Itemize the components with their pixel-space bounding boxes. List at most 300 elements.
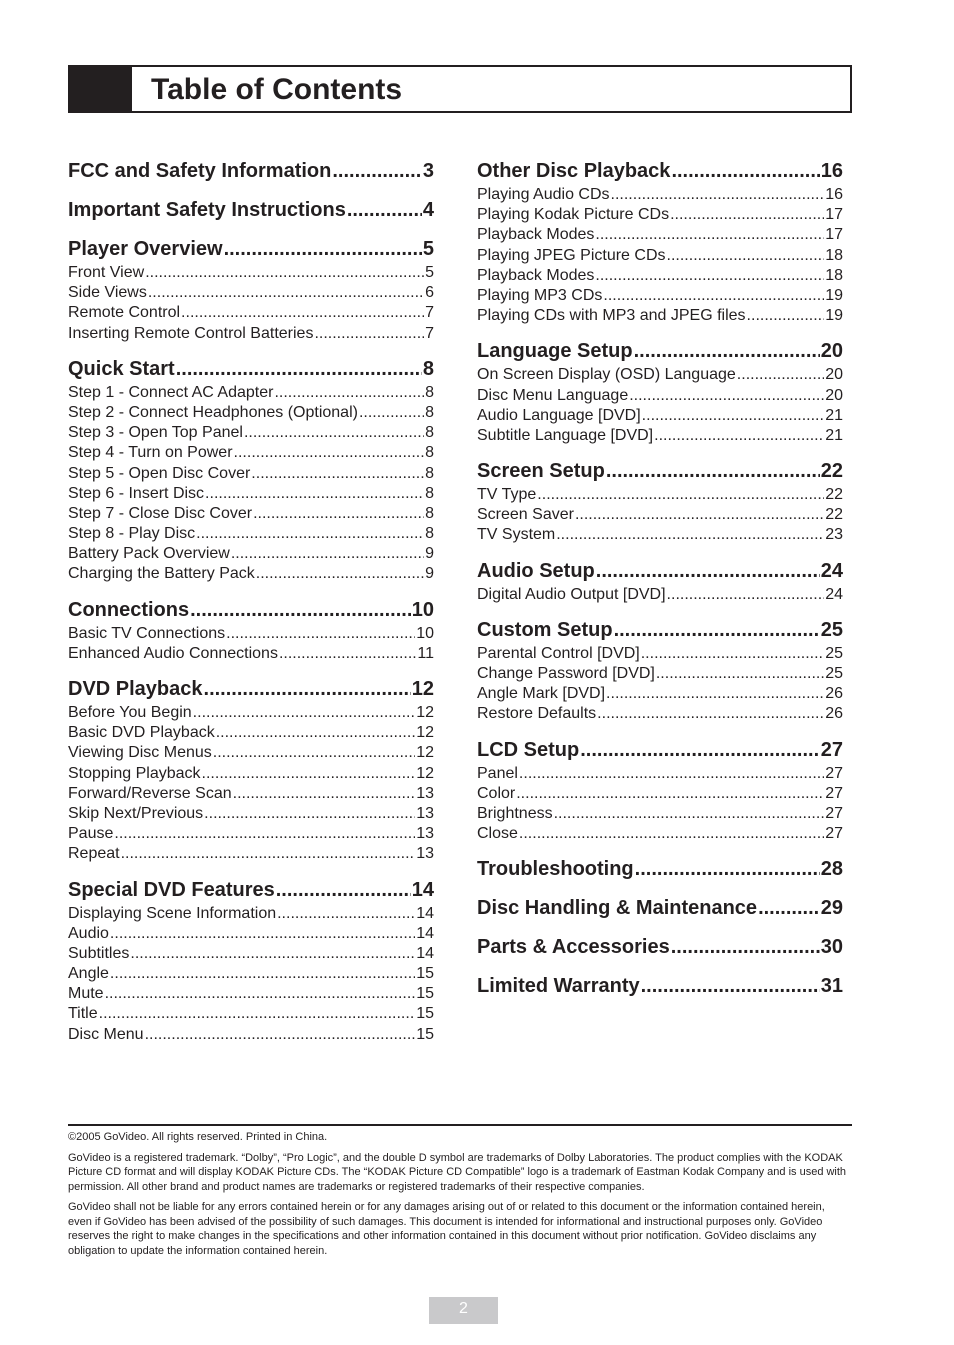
toc-heading-label: Custom Setup xyxy=(477,618,613,641)
toc-section xyxy=(68,597,434,664)
toc-entry-label: Digital Audio Output [DVD] xyxy=(477,585,666,603)
toc-entry-page: 13 xyxy=(416,845,434,863)
toc-entry-page: 8 xyxy=(425,424,434,442)
toc-entry-label: Playing JPEG Picture CDs xyxy=(477,246,666,264)
dot-leader xyxy=(758,895,820,922)
toc-entry[interactable] xyxy=(477,684,843,704)
toc-entry[interactable] xyxy=(68,564,434,584)
toc-entry-label: Angle Mark [DVD] xyxy=(477,685,606,703)
toc-entry-page: 14 xyxy=(416,944,434,962)
toc-entry-page: 8 xyxy=(425,444,434,462)
dot-leader xyxy=(642,406,825,426)
toc-entry-page: 15 xyxy=(416,1005,434,1023)
toc-entry-label: Skip Next/Previous xyxy=(68,804,204,822)
dot-leader xyxy=(332,158,422,185)
toc-entry-page: 24 xyxy=(825,585,843,603)
toc-heading-label: Connections xyxy=(68,598,190,621)
toc-entry-page: 25 xyxy=(825,644,843,662)
toc-entry[interactable] xyxy=(68,764,434,784)
toc-entry-label: Charging the Battery Pack xyxy=(68,565,255,583)
toc-entry-page: 12 xyxy=(416,704,434,721)
toc-entry-page: 27 xyxy=(825,784,843,802)
toc-entry[interactable] xyxy=(68,644,434,664)
toc-entry[interactable] xyxy=(68,784,434,804)
dot-leader xyxy=(554,804,825,824)
toc-entry[interactable] xyxy=(68,844,434,864)
toc-entry-page: 12 xyxy=(416,744,434,762)
toc-entry-page: 27 xyxy=(825,825,843,843)
toc-entry[interactable] xyxy=(68,484,434,504)
dot-leader xyxy=(614,617,820,644)
dot-leader xyxy=(251,464,424,484)
toc-entry-label: Screen Saver xyxy=(477,506,574,524)
dot-leader xyxy=(105,984,416,1004)
toc-entry-label: Step 7 - Close Disc Cover xyxy=(68,504,253,522)
dot-leader xyxy=(667,585,825,605)
toc-heading-page: 28 xyxy=(820,858,843,881)
toc-entry-label: Step 2 - Connect Headphones (Optional) xyxy=(68,403,358,421)
toc-entry-label: Subtitles xyxy=(68,944,130,962)
dot-leader xyxy=(148,283,424,303)
dot-leader xyxy=(213,743,415,763)
dot-leader xyxy=(205,484,424,504)
toc-entry-label: Repeat xyxy=(68,845,120,863)
toc-entry-page: 6 xyxy=(425,284,434,302)
toc-section xyxy=(68,356,434,585)
toc-heading-page: 12 xyxy=(411,678,434,700)
dot-leader xyxy=(99,1004,416,1024)
toc-entry[interactable] xyxy=(477,406,843,426)
toc-entry-page: 9 xyxy=(425,545,434,563)
footer-copyright: ©2005 GoVideo. All rights reserved. Printed in China. xyxy=(68,1131,328,1143)
toc-entry[interactable] xyxy=(68,1004,434,1024)
dot-leader xyxy=(359,403,424,423)
toc-heading[interactable] xyxy=(477,158,843,185)
toc-entry-page: 23 xyxy=(825,526,843,544)
dot-leader xyxy=(603,286,824,306)
toc-entry-page: 21 xyxy=(825,426,843,444)
toc-entry-label: Brightness xyxy=(477,804,553,822)
dot-leader xyxy=(654,426,824,446)
toc-entry-label: Change Password [DVD] xyxy=(477,665,655,682)
toc-entry[interactable] xyxy=(477,664,843,684)
toc-section xyxy=(477,158,843,326)
toc-heading-label: Screen Setup xyxy=(477,460,605,483)
dot-leader xyxy=(274,383,424,403)
toc-entry[interactable] xyxy=(68,964,434,984)
toc-left-column xyxy=(68,158,434,1057)
toc-entry-label: Step 1 - Connect AC Adapter xyxy=(68,383,274,401)
toc-heading-label: Language Setup xyxy=(477,340,633,363)
title-bar xyxy=(68,65,852,113)
toc-entry-page: 20 xyxy=(825,366,843,384)
toc-heading[interactable] xyxy=(477,895,843,922)
toc-entry-page: 18 xyxy=(825,266,843,284)
toc-section xyxy=(477,737,843,845)
dot-leader xyxy=(671,934,820,961)
toc-entry[interactable] xyxy=(477,764,843,784)
toc-entry[interactable] xyxy=(68,443,434,463)
dot-leader xyxy=(204,804,415,824)
toc-heading-label: DVD Playback xyxy=(68,678,203,700)
toc-entry-page: 13 xyxy=(416,784,434,802)
dot-leader xyxy=(595,266,824,286)
toc-entry-label: Restore Defaults xyxy=(477,705,597,723)
toc-entry-page: 13 xyxy=(416,804,434,822)
toc-entry-page: 19 xyxy=(825,286,843,304)
toc-entry-label: Playing CDs with MP3 and JPEG files xyxy=(477,307,746,325)
dot-leader xyxy=(611,185,825,205)
toc-heading[interactable] xyxy=(68,597,434,624)
toc-heading-page: 27 xyxy=(820,738,843,761)
toc-right-column xyxy=(477,158,843,1012)
toc-entry[interactable] xyxy=(477,426,843,446)
toc-heading-page: 20 xyxy=(820,340,843,363)
dot-leader xyxy=(635,856,820,883)
dot-leader xyxy=(253,504,424,524)
toc-section xyxy=(477,338,843,446)
toc-entry[interactable] xyxy=(477,644,843,664)
toc-entry-page: 16 xyxy=(825,186,843,203)
dot-leader xyxy=(537,485,824,505)
toc-entry[interactable] xyxy=(68,1025,434,1045)
dot-leader xyxy=(516,784,824,804)
toc-section xyxy=(477,558,843,605)
toc-heading-page: 22 xyxy=(820,460,843,483)
dot-leader xyxy=(347,197,422,224)
dot-leader xyxy=(580,737,820,764)
dot-leader xyxy=(634,338,820,365)
toc-entry[interactable] xyxy=(477,525,843,545)
toc-entry[interactable] xyxy=(68,504,434,524)
toc-entry-page: 26 xyxy=(825,705,843,723)
toc-entry-label: Mute xyxy=(68,985,104,1003)
dot-leader xyxy=(279,644,416,664)
toc-heading[interactable] xyxy=(477,856,843,883)
toc-heading-page: 4 xyxy=(422,199,434,221)
toc-entry[interactable] xyxy=(477,784,843,804)
dot-leader xyxy=(595,225,824,245)
toc-entry-page: 8 xyxy=(425,484,434,502)
dot-leader xyxy=(145,263,424,283)
toc-entry[interactable] xyxy=(477,286,843,306)
toc-entry-label: Pause xyxy=(68,825,114,843)
toc-entry-label: Audio xyxy=(68,924,109,942)
toc-entry[interactable] xyxy=(68,464,434,484)
toc-entry[interactable] xyxy=(477,804,843,824)
toc-heading-page: 14 xyxy=(411,878,434,901)
toc-entry-label: Playing Kodak Picture CDs xyxy=(477,206,670,224)
toc-heading[interactable] xyxy=(68,676,434,703)
toc-entry[interactable] xyxy=(68,403,434,423)
toc-section xyxy=(477,856,843,883)
dot-leader xyxy=(224,236,422,263)
toc-entry-page: 9 xyxy=(425,565,434,583)
toc-section xyxy=(68,236,434,344)
dot-leader xyxy=(233,784,416,804)
toc-entry-page: 17 xyxy=(825,226,843,244)
toc-entry-label: Inserting Remote Control Batteries xyxy=(68,324,314,342)
toc-heading[interactable] xyxy=(68,197,434,224)
toc-entry-label: Side Views xyxy=(68,284,147,302)
dot-leader xyxy=(671,158,819,185)
dot-leader xyxy=(597,704,824,724)
dot-leader xyxy=(181,303,424,323)
dot-leader xyxy=(737,365,824,385)
toc-entry[interactable] xyxy=(477,246,843,266)
toc-heading-page: 3 xyxy=(422,160,434,182)
toc-entry[interactable] xyxy=(477,824,843,844)
dot-leader xyxy=(130,944,415,964)
toc-heading[interactable] xyxy=(477,737,843,764)
toc-entry[interactable] xyxy=(68,984,434,1004)
dot-leader xyxy=(670,205,824,225)
toc-entry-page: 7 xyxy=(425,304,434,322)
dot-leader xyxy=(606,684,824,704)
toc-section xyxy=(477,895,843,922)
toc-heading-label: Quick Start xyxy=(68,357,175,380)
toc-heading[interactable] xyxy=(68,158,434,185)
dot-leader xyxy=(519,824,824,844)
toc-entry[interactable] xyxy=(477,185,843,205)
toc-entry-label: Step 3 - Open Top Panel xyxy=(68,424,243,442)
toc-entry[interactable] xyxy=(477,266,843,286)
footer-divider xyxy=(68,1124,852,1126)
toc-entry[interactable] xyxy=(477,585,843,605)
toc-entry-page: 15 xyxy=(416,965,434,983)
toc-entry-label: Battery Pack Overview xyxy=(68,545,230,563)
toc-entry[interactable] xyxy=(68,944,434,964)
toc-entry-page: 27 xyxy=(825,804,843,822)
toc-entry[interactable] xyxy=(68,544,434,564)
toc-section xyxy=(68,676,434,865)
dot-leader xyxy=(202,764,416,784)
toc-entry[interactable] xyxy=(68,524,434,544)
toc-entry-label: Stopping Playback xyxy=(68,764,201,782)
toc-entry-label: Step 4 - Turn on Power xyxy=(68,444,233,462)
toc-entry-page: 8 xyxy=(425,403,434,421)
toc-entry-page: 21 xyxy=(825,406,843,424)
toc-entry-page: 15 xyxy=(416,985,434,1003)
toc-heading-page: 8 xyxy=(422,357,434,380)
toc-heading-page: 31 xyxy=(820,975,843,998)
toc-entry[interactable] xyxy=(68,904,434,924)
toc-entry-label: Playing Audio CDs xyxy=(477,186,610,203)
toc-entry-page: 8 xyxy=(425,464,434,482)
toc-entry-label: Step 5 - Open Disc Cover xyxy=(68,464,251,482)
toc-section xyxy=(477,617,843,725)
toc-entry[interactable] xyxy=(68,824,434,844)
toc-entry-page: 11 xyxy=(417,644,434,662)
toc-entry[interactable] xyxy=(68,723,434,743)
toc-section xyxy=(477,458,843,546)
toc-heading[interactable] xyxy=(68,356,434,383)
toc-entry-page: 8 xyxy=(425,383,434,401)
dot-leader xyxy=(667,246,825,266)
toc-heading-page: 30 xyxy=(820,936,843,959)
toc-entry[interactable] xyxy=(477,704,843,724)
toc-entry-label: TV System xyxy=(477,526,556,544)
toc-heading-label: Parts & Accessories xyxy=(477,936,670,959)
toc-entry[interactable] xyxy=(68,924,434,944)
toc-entry-page: 12 xyxy=(416,724,434,742)
dot-leader xyxy=(606,458,820,485)
toc-heading[interactable] xyxy=(477,558,843,585)
toc-entry-label: Disc Menu xyxy=(68,1025,144,1043)
dot-leader xyxy=(276,877,411,904)
toc-entry[interactable] xyxy=(477,225,843,245)
toc-heading[interactable] xyxy=(68,877,434,904)
toc-entry-label: Viewing Disc Menus xyxy=(68,744,212,762)
toc-heading-page: 5 xyxy=(422,238,434,260)
toc-heading-label: Audio Setup xyxy=(477,559,595,582)
toc-section xyxy=(68,158,434,185)
toc-entry-page: 22 xyxy=(825,506,843,524)
toc-entry-label: Step 8 - Play Disc xyxy=(68,525,196,543)
toc-entry[interactable] xyxy=(477,365,843,385)
toc-entry-page: 15 xyxy=(416,1025,434,1043)
toc-entry-page: 14 xyxy=(416,924,434,942)
toc-heading-page: 16 xyxy=(820,160,843,182)
toc-section xyxy=(477,934,843,961)
toc-entry-label: On Screen Display (OSD) Language xyxy=(477,366,736,384)
toc-heading-label: LCD Setup xyxy=(477,738,580,761)
dot-leader xyxy=(196,524,424,544)
toc-entry-label: Displaying Scene Information xyxy=(68,904,277,922)
dot-leader xyxy=(231,544,424,564)
dot-leader xyxy=(145,1025,416,1045)
toc-entry-label: Basic DVD Playback xyxy=(68,724,215,742)
dot-leader xyxy=(314,324,424,344)
toc-entry[interactable] xyxy=(68,804,434,824)
dot-leader xyxy=(747,306,825,326)
dot-leader xyxy=(176,356,422,383)
toc-heading[interactable] xyxy=(477,617,843,644)
toc-entry[interactable] xyxy=(68,743,434,763)
toc-entry[interactable] xyxy=(477,505,843,525)
toc-section xyxy=(68,197,434,224)
toc-heading-label: Other Disc Playback xyxy=(477,160,671,182)
toc-entry-label: Panel xyxy=(477,764,518,782)
toc-entry-label: Playing MP3 CDs xyxy=(477,286,603,304)
toc-entry-label: Disc Menu Language xyxy=(477,386,629,404)
dot-leader xyxy=(190,597,411,624)
dot-leader xyxy=(121,844,416,864)
toc-heading-page: 10 xyxy=(411,598,434,621)
toc-entry-label: Audio Language [DVD] xyxy=(477,406,641,424)
toc-entry-page: 14 xyxy=(416,904,434,922)
toc-entry[interactable] xyxy=(68,263,434,283)
toc-entry-label: Playback Modes xyxy=(477,266,595,284)
toc-heading[interactable] xyxy=(477,458,843,485)
dot-leader xyxy=(193,703,416,723)
toc-heading-label: Player Overview xyxy=(68,238,223,260)
toc-entry-label: Front View xyxy=(68,264,145,281)
toc-entry[interactable] xyxy=(68,423,434,443)
dot-leader xyxy=(114,824,415,844)
footer xyxy=(68,1130,848,1264)
toc-entry-page: 20 xyxy=(825,386,843,404)
toc-entry-page: 26 xyxy=(825,685,843,703)
dot-leader xyxy=(244,423,424,443)
toc-heading-page: 24 xyxy=(820,559,843,582)
toc-entry-page: 22 xyxy=(825,486,843,504)
toc-heading-label: Limited Warranty xyxy=(477,975,640,998)
toc-entry[interactable] xyxy=(477,205,843,225)
dot-leader xyxy=(641,644,824,664)
toc-entry-label: Basic TV Connections xyxy=(68,624,226,642)
toc-section xyxy=(68,877,434,1045)
dot-leader xyxy=(629,386,824,406)
toc-entry-page: 7 xyxy=(425,324,434,342)
dot-leader xyxy=(641,973,820,1000)
dot-leader xyxy=(519,764,824,784)
toc-heading[interactable] xyxy=(477,934,843,961)
dot-leader xyxy=(596,558,820,585)
footer-disclaimer: GoVideo shall not be liable for any errors contained herein or for any damages arising out of or related to this document or the information contained herein, even if GoVideo has been advised of the possibility of such damages. This document is intended for informational and instructional purposes only. GoVideo reserves the right to make changes in the specifications and other information contained in this document without prior notification. GoVideo disclaims any obligation to update the information contained herein. xyxy=(68,1201,825,1257)
toc-entry-label: Before You Begin xyxy=(68,704,192,721)
toc-entry[interactable] xyxy=(477,306,843,326)
toc-entry-page: 19 xyxy=(825,307,843,325)
toc-entry-page: 13 xyxy=(416,825,434,843)
toc-heading-label: Disc Handling & Maintenance xyxy=(477,897,758,920)
toc-heading-label: Troubleshooting xyxy=(477,858,634,881)
toc-entry-page: 17 xyxy=(825,206,843,224)
toc-heading-label: FCC and Safety Information xyxy=(68,160,332,182)
dot-leader xyxy=(204,676,411,703)
toc-heading[interactable] xyxy=(68,236,434,263)
toc-entry-label: Parental Control [DVD] xyxy=(477,644,640,662)
toc-heading-label: Special DVD Features xyxy=(68,878,275,901)
dot-leader xyxy=(110,964,415,984)
toc-heading[interactable] xyxy=(477,338,843,365)
dot-leader xyxy=(556,525,824,545)
toc-entry[interactable] xyxy=(68,303,434,323)
toc-entry[interactable] xyxy=(68,324,434,344)
dot-leader xyxy=(575,505,824,525)
toc-entry[interactable] xyxy=(68,703,434,723)
footer-trademarks: GoVideo is a registered trademark. “Dolby”, “Pro Logic”, and the double D symbol are trademarks of Dolby Laboratories. The product complies with the KODAK Picture CD format and will display KODAK Picture CDs. The “KODAK Picture CD Compatible” logo is a trademark of Eastman Kodak Company and is used with permission. All other brand and product names are trademarks or registered trademarks of their respective companies. xyxy=(68,1151,847,1193)
toc-entry[interactable] xyxy=(68,624,434,644)
toc-entry-page: 8 xyxy=(425,504,434,522)
dot-leader xyxy=(226,624,415,644)
toc-entry-label: Title xyxy=(68,1005,98,1023)
toc-entry-page: 27 xyxy=(825,764,843,782)
toc-entry-label: Step 6 - Insert Disc xyxy=(68,484,205,502)
toc-entry-page: 18 xyxy=(825,246,843,264)
title-accent-block xyxy=(70,67,132,111)
toc-entry-page: 12 xyxy=(416,764,434,782)
toc-entry-label: Color xyxy=(477,784,516,802)
toc-heading-label: Important Safety Instructions xyxy=(68,199,346,221)
toc-entry-label: Close xyxy=(477,825,518,843)
toc-entry[interactable] xyxy=(477,386,843,406)
toc-entry[interactable] xyxy=(477,485,843,505)
toc-entry-page: 10 xyxy=(416,624,434,642)
toc-section xyxy=(477,973,843,1000)
toc-heading-page: 29 xyxy=(820,897,843,920)
page-number: 2 xyxy=(429,1297,498,1324)
toc-entry-label: TV Type xyxy=(477,486,537,504)
toc-entry-page: 8 xyxy=(425,525,434,543)
toc-heading[interactable] xyxy=(477,973,843,1000)
dot-leader xyxy=(110,924,415,944)
toc-entry-page: 5 xyxy=(425,264,434,281)
dot-leader xyxy=(256,564,424,584)
toc-entry-label: Angle xyxy=(68,965,109,983)
toc-entry[interactable] xyxy=(68,383,434,403)
toc-entry[interactable] xyxy=(68,283,434,303)
